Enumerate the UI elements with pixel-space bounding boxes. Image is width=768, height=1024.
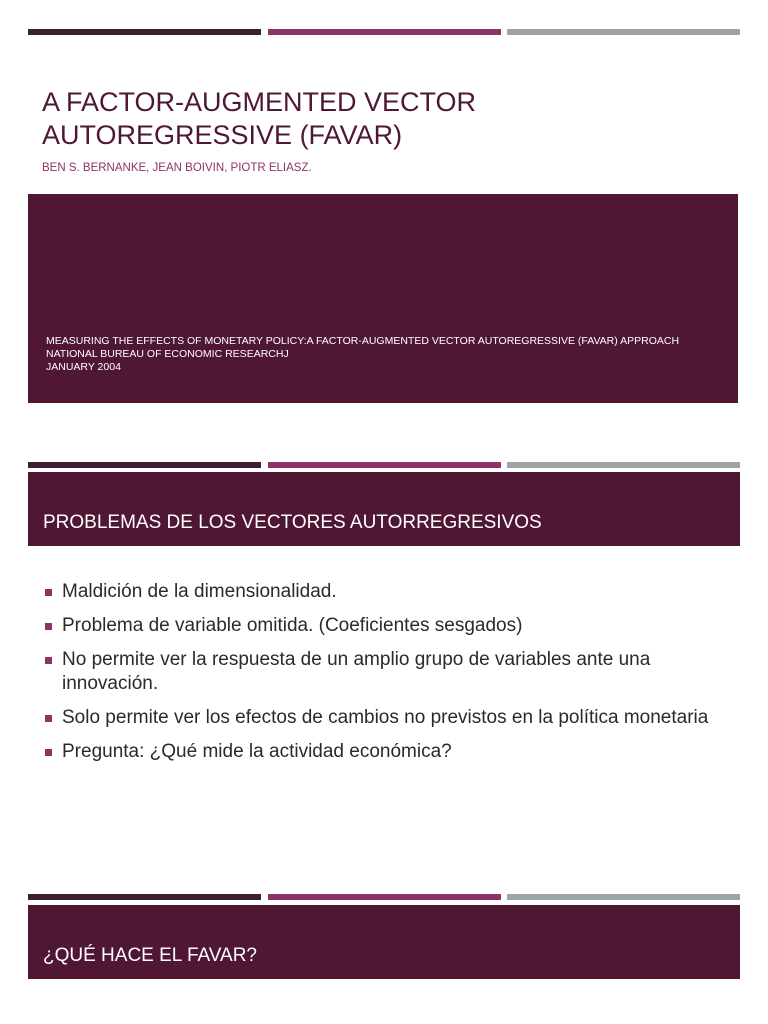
problems-list (44, 580, 734, 774)
list-item: Pregunta: ¿Qué mide la actividad económica? (44, 740, 734, 764)
stripe-segment-magenta (268, 29, 501, 35)
stripe-segment-magenta (268, 462, 501, 468)
decorative-stripe (28, 29, 740, 35)
list-item: Solo permite ver los efectos de cambios no previstos en la política monetaria (44, 706, 734, 730)
section-header-favar (28, 905, 740, 979)
stripe-segment-gray (507, 894, 740, 900)
stripe-segment-gray (507, 29, 740, 35)
section-header-problems (28, 472, 740, 546)
publisher-line: NATIONAL BUREAU OF ECONOMIC RESEARCHJ (46, 348, 289, 360)
section-heading: PROBLEMAS DE LOS VECTORES AUTORREGRESIVOS (43, 512, 542, 533)
list-item: Problema de variable omitida. (Coeficientes sesgados) (44, 614, 734, 638)
decorative-stripe (28, 462, 740, 468)
stripe-segment-dark (28, 462, 261, 468)
square-bullet-icon (45, 715, 52, 722)
decorative-stripe (28, 894, 740, 900)
square-bullet-icon (45, 657, 52, 664)
stripe-segment-dark (28, 29, 261, 35)
square-bullet-icon (45, 623, 52, 630)
stripe-segment-magenta (268, 894, 501, 900)
paper-info (46, 335, 679, 374)
section-heading: ¿QUÉ HACE EL FAVAR? (43, 945, 257, 966)
stripe-segment-gray (507, 462, 740, 468)
slide-authors: BEN S. BERNANKE, JEAN BOIVIN, PIOTR ELIASZ. (42, 162, 312, 174)
square-bullet-icon (45, 589, 52, 596)
square-bullet-icon (45, 749, 52, 756)
list-item: Maldición de la dimensionalidad. (44, 580, 734, 604)
list-item: No permite ver la respuesta de un amplio grupo de variables ante una innovación. (44, 648, 734, 696)
title-banner (28, 194, 738, 403)
slide-title: A FACTOR-AUGMENTED VECTOR AUTOREGRESSIVE (FAVAR) (42, 87, 477, 150)
date-line: JANUARY 2004 (46, 361, 121, 373)
stripe-segment-dark (28, 894, 261, 900)
paper-title-line: MEASURING THE EFFECTS OF MONETARY POLICY:A FACTOR-AUGMENTED VECTOR AUTOREGRESSIVE (FAVAR) APPROACH (46, 335, 680, 347)
